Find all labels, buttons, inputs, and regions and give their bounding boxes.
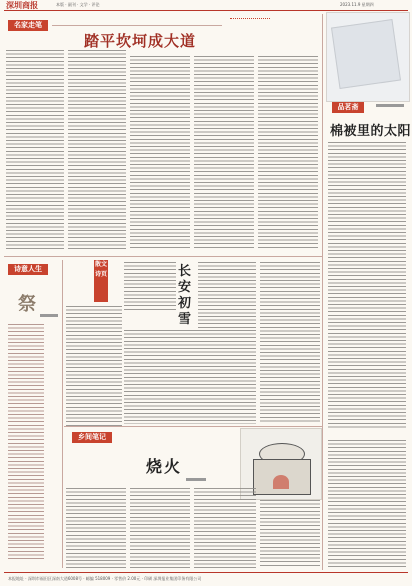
column-divider (322, 14, 323, 570)
author-left (40, 314, 58, 317)
headline-mianbei: 棉被里的太阳 (330, 124, 412, 139)
section-rule (52, 25, 222, 26)
lower-body-col1 (66, 488, 126, 568)
middle-rule (4, 256, 322, 257)
section-tag-mingjia: 名家走笔 (8, 20, 48, 31)
masthead-logo: 深圳商报 (6, 0, 38, 10)
lower-body-col3 (194, 488, 256, 568)
lower-body-col4 (260, 500, 320, 568)
prose-col-e (124, 330, 256, 424)
masthead (0, 0, 412, 10)
footer-text: 本报地址 · 深圳市福田区深南大道6008号 · 邮编 518009 · 零售价 2.00元 · 印刷 深圳报业集团印务有限公司 (8, 576, 202, 581)
headline-tapingkanke: 踏平坎坷成大道 (84, 32, 197, 50)
headline-ji: 祭 (18, 294, 36, 315)
prose-col-d (260, 262, 320, 422)
article-body-col2 (68, 50, 126, 250)
prose-col-b (124, 262, 176, 312)
section-tag-sanwen: 散文诗页 (94, 260, 108, 302)
prose-col-a (66, 306, 122, 426)
masthead-rule (4, 10, 408, 11)
col-divider-left (62, 260, 63, 568)
poem-lines (8, 324, 44, 560)
headline-shaohuo: 烧火 (146, 457, 183, 476)
article-body-col3 (130, 56, 190, 250)
right-article-body (328, 142, 406, 430)
masthead-info: 本版 · 副刊 · 文学 · 评论 (56, 2, 100, 7)
lower-rule (64, 426, 322, 427)
lower-body-col5 (328, 440, 406, 568)
author-right (376, 104, 404, 107)
prose-col-c (198, 262, 256, 328)
article-body-col4 (194, 56, 254, 250)
headline-changan: 长安初雪 (178, 264, 192, 327)
section-tag-pinming: 品茗斋 (332, 102, 364, 113)
article-body-col1 (6, 50, 64, 250)
author-lower (186, 478, 206, 481)
issue-date: 2023.11.9 星期四 (340, 2, 374, 7)
illustration-page (331, 19, 401, 89)
lower-body-col2 (130, 488, 190, 568)
stove-fire (273, 475, 289, 489)
footer-rule (4, 572, 408, 573)
section-tag-shiyi: 诗意人生 (8, 264, 48, 275)
dotted-ornament (230, 18, 270, 27)
section-tag-xiangjian: 乡间笔记 (72, 432, 112, 443)
article-body-col5 (258, 56, 318, 250)
book-illustration (326, 12, 410, 102)
